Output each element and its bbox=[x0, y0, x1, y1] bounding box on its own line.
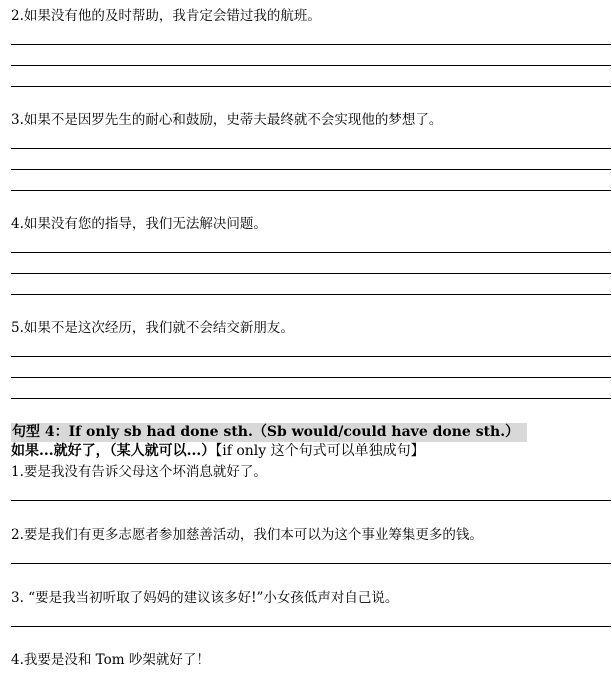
question-3-4: 4.如果没有您的指导，我们无法解决问题。 bbox=[11, 216, 267, 232]
pattern-4-heading: 句型 4：If only sb had done sth.（Sb would/could have done sth.） bbox=[11, 423, 527, 442]
pattern-4-meaning: 如果...就好了，（某人就可以...） bbox=[11, 443, 216, 459]
question-4-2: 2.要是我们有更多志愿者参加慈善活动，我们本可以为这个事业筹集更多的钱。 bbox=[11, 527, 483, 543]
answer-line bbox=[11, 398, 611, 399]
answer-line bbox=[11, 44, 611, 45]
answer-line bbox=[11, 148, 611, 149]
answer-line bbox=[11, 190, 611, 191]
answer-line bbox=[11, 563, 611, 564]
question-3-5: 5.如果不是这次经历，我们就不会结交新朋友。 bbox=[11, 320, 294, 336]
answer-line bbox=[11, 273, 611, 274]
question-4-3: 3. “要是我当初听取了妈妈的建议该多好!”小女孩低声对自己说。 bbox=[11, 590, 399, 606]
answer-line bbox=[11, 626, 611, 627]
answer-line bbox=[11, 65, 611, 66]
question-4-1: 1.要是我没有告诉父母这个坏消息就好了。 bbox=[11, 464, 267, 480]
answer-line bbox=[11, 86, 611, 87]
answer-line bbox=[11, 377, 611, 378]
answer-line bbox=[11, 356, 611, 357]
question-4-4: 4.我要是没和 Tom 吵架就好了！ bbox=[11, 652, 210, 668]
answer-line bbox=[11, 169, 611, 170]
question-3-3: 3.如果不是因罗先生的耐心和鼓励，史蒂夫最终就不会实现他的梦想了。 bbox=[11, 112, 443, 128]
answer-line bbox=[11, 500, 611, 501]
answer-line bbox=[11, 252, 611, 253]
answer-line bbox=[11, 294, 611, 295]
pattern-4-note: 【if only 这个句式可以单独成句】 bbox=[215, 443, 425, 459]
question-3-2: 2.如果没有他的及时帮助，我肯定会错过我的航班。 bbox=[11, 8, 321, 24]
pattern-4-subheading bbox=[11, 442, 425, 461]
